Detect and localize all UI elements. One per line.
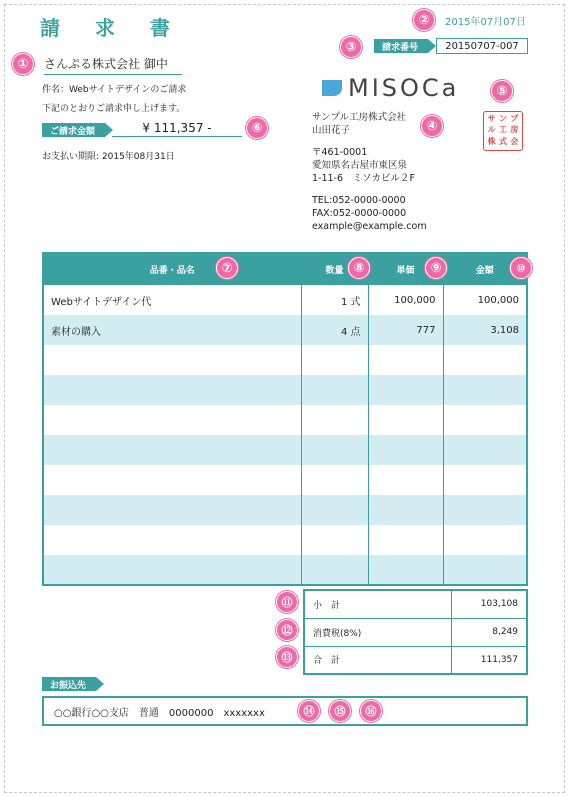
item-qty (301, 405, 368, 435)
item-unit-price: 100,000 (368, 285, 443, 315)
item-unit-price (368, 435, 443, 465)
item-unit-price (368, 525, 443, 555)
seal-char: 房 (510, 125, 519, 135)
item-name (43, 435, 301, 465)
invoice-title: 請 求 書 (40, 16, 184, 40)
item-qty (301, 525, 368, 555)
item-name (43, 495, 301, 525)
table-row (43, 285, 527, 315)
marker-3: ③ (340, 36, 362, 58)
item-unit-price (368, 495, 443, 525)
marker-15: ⑮ (329, 700, 351, 722)
item-name: Webサイトデザイン代 (51, 296, 152, 308)
company-seal-stamp (483, 111, 523, 151)
item-unit-price (368, 555, 443, 585)
item-amount (443, 435, 527, 465)
client-name: さんぷる株式会社 御中 (44, 55, 182, 75)
item-amount (443, 345, 527, 375)
marker-16: ⑯ (360, 700, 382, 722)
marker-7: ⑦ (216, 257, 238, 279)
tax-row (304, 618, 527, 646)
sender-tel: TEL:052-0000-0000 (312, 195, 406, 206)
logo-mark-icon (322, 80, 342, 96)
sender-postal: 〒461-0001 (312, 147, 368, 158)
header-unit-price: 単価 (368, 253, 443, 285)
marker-4: ④ (421, 115, 443, 137)
item-qty: 1 式 (301, 285, 368, 315)
item-name (43, 405, 301, 435)
item-name (43, 345, 301, 375)
item-name (43, 375, 301, 405)
seal-char: ン (498, 114, 507, 123)
bank-label: お振込先 (42, 677, 96, 691)
seal-char: ル (487, 125, 496, 135)
table-row (43, 405, 527, 435)
table-row (43, 435, 527, 465)
item-amount (443, 375, 527, 405)
header-item-name: 品番・品名 (43, 253, 301, 285)
item-amount (443, 495, 527, 525)
marker-14: ⑭ (298, 700, 320, 722)
marker-8: ⑧ (348, 257, 370, 279)
seal-char: 工 (498, 125, 507, 135)
invoice-message: 下記のとおりご請求申し上げます。 (42, 104, 186, 114)
seal-char: 式 (498, 136, 507, 146)
item-unit-price (368, 405, 443, 435)
subtotal-value: 103,108 (451, 590, 527, 618)
item-name (43, 465, 301, 495)
item-qty (301, 465, 368, 495)
table-row (43, 345, 527, 375)
item-qty (301, 375, 368, 405)
sender-company: サンプル工房株式会社 (312, 112, 407, 123)
marker-1: ① (12, 53, 34, 75)
item-qty (301, 345, 368, 375)
table-row (43, 315, 527, 345)
logo-text: MISOCa (348, 74, 460, 102)
invoice-number: 20150707-007 (436, 38, 528, 54)
misoca-logo (322, 74, 460, 102)
sender-email: example@example.com (312, 221, 427, 232)
subtotal-row (304, 590, 527, 618)
item-unit-price (368, 465, 443, 495)
table-row (43, 525, 527, 555)
item-amount (443, 465, 527, 495)
subtotal-label: 小 計 (304, 590, 451, 618)
marker-10: ⑩ (510, 257, 532, 279)
total-label: 合 計 (304, 646, 451, 674)
marker-12: ⑫ (276, 619, 298, 641)
item-unit-price (368, 345, 443, 375)
sender-address-block (312, 146, 415, 185)
invoice-amount: ¥ 111,357 - (112, 121, 242, 137)
tax-label: 消費税(8%) (304, 618, 451, 646)
totals-table (303, 589, 528, 675)
item-amount (443, 405, 527, 435)
invoice-number-label: 請求番号 (374, 39, 428, 53)
seal-char: サ (487, 114, 496, 123)
sender-name-block (312, 111, 406, 137)
seal-char: プ (510, 114, 519, 123)
table-row (43, 555, 527, 585)
item-qty (301, 435, 368, 465)
payment-due: お支払い期限: 2015年08月31日 (42, 152, 175, 162)
bank-info: ○○銀行○○支店 普通 0000000 xxxxxxx (42, 696, 528, 726)
table-row (43, 495, 527, 525)
seal-char: 会 (510, 136, 519, 146)
item-name (43, 525, 301, 555)
item-qty (301, 555, 368, 585)
item-qty: 4 点 (301, 315, 368, 345)
sender-contact-block (312, 194, 427, 233)
table-header-row (43, 253, 527, 285)
seal-char: 株 (487, 136, 496, 146)
total-row (304, 646, 527, 674)
marker-2: ② (413, 9, 435, 31)
marker-9: ⑨ (425, 257, 447, 279)
table-row (43, 375, 527, 405)
marker-11: ⑪ (276, 591, 298, 613)
table-row (43, 465, 527, 495)
item-amount: 100,000 (443, 285, 527, 315)
sender-person: 山田花子 (312, 125, 351, 136)
amount-label: ご請求金額 (42, 123, 105, 137)
sender-fax: FAX:052-0000-0000 (312, 208, 407, 219)
item-qty (301, 495, 368, 525)
item-amount (443, 525, 527, 555)
total-value: 111,357 (451, 646, 527, 674)
sender-address2: 1-11-6 ミソカビル２F (312, 173, 415, 184)
item-amount: 3,108 (443, 315, 527, 345)
item-unit-price: 777 (368, 315, 443, 345)
item-name: 素材の購入 (43, 315, 301, 345)
tax-value: 8,249 (451, 618, 527, 646)
item-unit-price (368, 375, 443, 405)
sender-address1: 愛知県名古屋市東区泉 (312, 160, 408, 171)
line-items-table (42, 252, 528, 586)
item-name (43, 555, 301, 585)
marker-13: ⑬ (276, 646, 298, 668)
header-quantity: 数量 (301, 253, 368, 285)
invoice-date: 2015年07月07日 (445, 17, 526, 28)
header-amount: 金額 (443, 253, 527, 285)
item-amount (443, 555, 527, 585)
marker-5: ⑤ (491, 80, 513, 102)
marker-6: ⑥ (246, 117, 268, 139)
invoice-subject: 件名：Webサイトデザインのご請求 (42, 85, 187, 95)
